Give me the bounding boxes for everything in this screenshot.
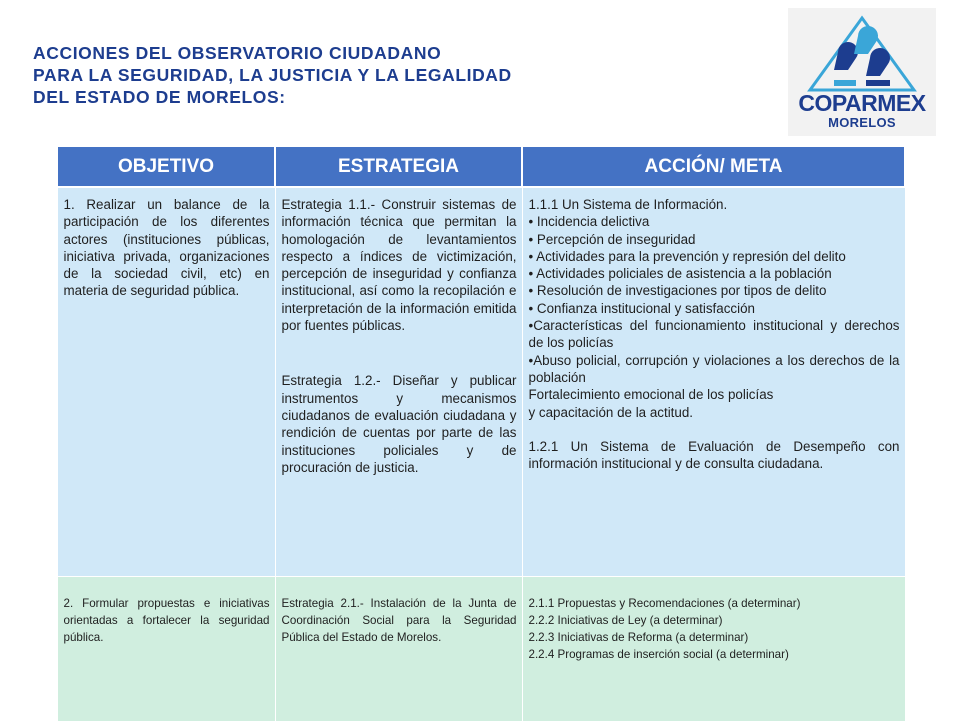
accion-item: • Resolución de investigaciones por tipos de delito (528, 283, 827, 299)
title-line-3: DEL ESTADO DE MORELOS: (33, 87, 286, 107)
coparmex-logo (788, 8, 936, 136)
estrategia-cell (275, 187, 522, 577)
estrategia-text: Estrategia 1.1.- Construir sistemas de información técnica que permitan la homologación de levantamientos respecto a índices de victimización, percepción de inseguridad y confianza institucional, así como la recopilación e interpretación de la información emitida por fuentes públicas. (281, 197, 517, 334)
estrategia-cell (275, 577, 522, 722)
table-row (57, 187, 905, 577)
page-title (33, 42, 653, 108)
header-objetivo: OBJETIVO (57, 146, 275, 187)
accion-item: •Abuso policial, corrupción y violaciones a los derechos de la población (528, 352, 900, 385)
accion-item: 2.1.1 Propuestas y Recomendaciones (a determinar) (528, 597, 801, 610)
logo-name: COPARMEX (798, 90, 926, 116)
accion-final: 1.2.1 Un Sistema de Evaluación de Desempeño con información institucional y de consulta ciudadana. (528, 438, 900, 472)
title-line-2: PARA LA SEGURIDAD, LA JUSTICIA Y LA LEGALIDAD (33, 65, 512, 85)
accion-item: 2.2.3 Iniciativas de Reforma (a determinar) (528, 631, 749, 644)
accion-item: y capacitación de la actitud. (528, 404, 694, 420)
objetivo-cell (57, 577, 275, 722)
header-estrategia: ESTRATEGIA (275, 146, 522, 187)
header-accion-meta: ACCIÓN/ META (522, 146, 905, 187)
accion-item: 1.1.1 Un Sistema de Información. (528, 197, 728, 212)
logo-subtitle: MORELOS (828, 115, 896, 130)
table-header-row (57, 146, 905, 187)
accion-item: • Incidencia delictiva (528, 214, 650, 230)
estrategia-text: Estrategia 1.2.- Diseñar y publicar instrumentos y mecanismos ciudadanos de evaluación ciudadana y rendición de cuentas por parte de las instituciones policiales y de procuración de justicia. (281, 373, 517, 475)
accion-item: •Características del funcionamiento institucional y derechos de los policías (528, 318, 900, 351)
accion-item: • Actividades policiales de asistencia a la población (528, 266, 832, 282)
accion-item: • Actividades para la prevención y represión del delito (528, 248, 846, 264)
accion-item: Fortalecimiento emocional de los policías (528, 387, 774, 403)
accion-item: • Confianza institucional y satisfacción (528, 300, 755, 316)
objetivo-text: 1. Realizar un balance de la participación de los diferentes actores (instituciones públicas, iniciativa privada, organizaciones de la sociedad civil, etc) en materia de seguridad pública. (63, 197, 270, 299)
estrategia-text: Estrategia 2.1.- Instalación de la Junta de Coordinación Social para la Seguridad Pública del Estado de Morelos. (281, 597, 517, 644)
accion-item: • Percepción de inseguridad (528, 231, 696, 247)
accion-cell (522, 577, 905, 722)
accion-item: 2.2.2 Iniciativas de Ley (a determinar) (528, 614, 723, 627)
table-row (57, 577, 905, 722)
title-line-1: ACCIONES DEL OBSERVATORIO CIUDADANO (33, 43, 442, 63)
actions-table (56, 145, 906, 722)
objetivo-text: 2. Formular propuestas e iniciativas orientadas a fortalecer la seguridad pública. (63, 597, 270, 644)
accion-item: 2.2.4 Programas de inserción social (a determinar) (528, 648, 789, 661)
coparmex-emblem-icon (788, 8, 936, 92)
accion-cell (522, 187, 905, 577)
objetivo-cell (57, 187, 275, 577)
